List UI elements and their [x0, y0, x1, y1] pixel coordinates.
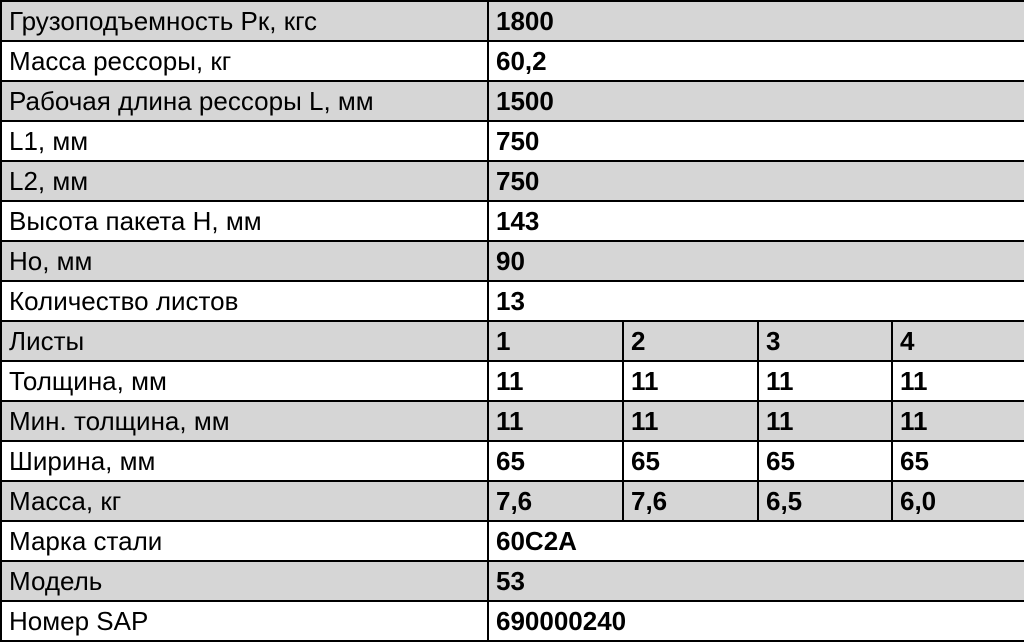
row-label: Грузоподъемность Pк, кгс: [1, 1, 488, 41]
leaf-number-cell: 2: [623, 321, 758, 361]
row-label: Модель: [1, 561, 488, 601]
row-label: Толщина, мм: [1, 361, 488, 401]
table-row-working-length: [1, 81, 1024, 121]
row-label: L1, мм: [1, 121, 488, 161]
row-label: Масса, кг: [1, 481, 488, 521]
leaf-value-cell: 65: [488, 441, 623, 481]
leaf-value-cell: 6,5: [758, 481, 892, 521]
leaf-value-cell: 11: [488, 361, 623, 401]
row-value: 1800: [488, 1, 1024, 41]
leaf-value-cell: 65: [623, 441, 758, 481]
table-row-spring-mass: [1, 41, 1024, 81]
table-row-model: [1, 561, 1024, 601]
row-label: Высота пакета H, мм: [1, 201, 488, 241]
leaf-value-cell: 11: [892, 361, 1024, 401]
table-row-l1: [1, 121, 1024, 161]
row-value: 1500: [488, 81, 1024, 121]
leaf-number-cell: 3: [758, 321, 892, 361]
row-label: Ho, мм: [1, 241, 488, 281]
row-label: Листы: [1, 321, 488, 361]
row-label: Номер SAP: [1, 601, 488, 641]
row-label: Ширина, мм: [1, 441, 488, 481]
row-label: Количество листов: [1, 281, 488, 321]
row-value: 750: [488, 121, 1024, 161]
row-label: Масса рессоры, кг: [1, 41, 488, 81]
table-row-l2: [1, 161, 1024, 201]
leaf-value-cell: 11: [488, 401, 623, 441]
row-label: Мин. толщина, мм: [1, 401, 488, 441]
row-value: 90: [488, 241, 1024, 281]
leaf-number-cell: 1: [488, 321, 623, 361]
table-row-leaf-count: [1, 281, 1024, 321]
table-row-load-capacity: [1, 1, 1024, 41]
table-row-pack-height: [1, 201, 1024, 241]
table-row-steel-grade: [1, 521, 1024, 561]
leaf-value-cell: 65: [758, 441, 892, 481]
leaf-value-cell: 65: [892, 441, 1024, 481]
leaf-value-cell: 7,6: [623, 481, 758, 521]
leaf-value-cell: 11: [623, 361, 758, 401]
row-label: Рабочая длина рессоры L, мм: [1, 81, 488, 121]
row-value: 13: [488, 281, 1024, 321]
row-value: 690000240: [488, 601, 1024, 641]
table-row-min-thickness: [1, 401, 1024, 441]
table-row-sap-number: [1, 601, 1024, 641]
leaf-number-cell: 4: [892, 321, 1024, 361]
leaf-value-cell: 11: [623, 401, 758, 441]
row-value: 143: [488, 201, 1024, 241]
row-value: 53: [488, 561, 1024, 601]
row-value: 750: [488, 161, 1024, 201]
row-label: L2, мм: [1, 161, 488, 201]
table-row-leaf-mass: [1, 481, 1024, 521]
table-row-leaves-header: [1, 321, 1024, 361]
table-row-thickness: [1, 361, 1024, 401]
leaf-value-cell: 11: [892, 401, 1024, 441]
row-value: 60,2: [488, 41, 1024, 81]
table-row-width: [1, 441, 1024, 481]
row-value: 60C2A: [488, 521, 1024, 561]
leaf-value-cell: 11: [758, 361, 892, 401]
table-row-ho: [1, 241, 1024, 281]
row-label: Марка стали: [1, 521, 488, 561]
leaf-value-cell: 7,6: [488, 481, 623, 521]
leaf-value-cell: 6,0: [892, 481, 1024, 521]
leaf-value-cell: 11: [758, 401, 892, 441]
